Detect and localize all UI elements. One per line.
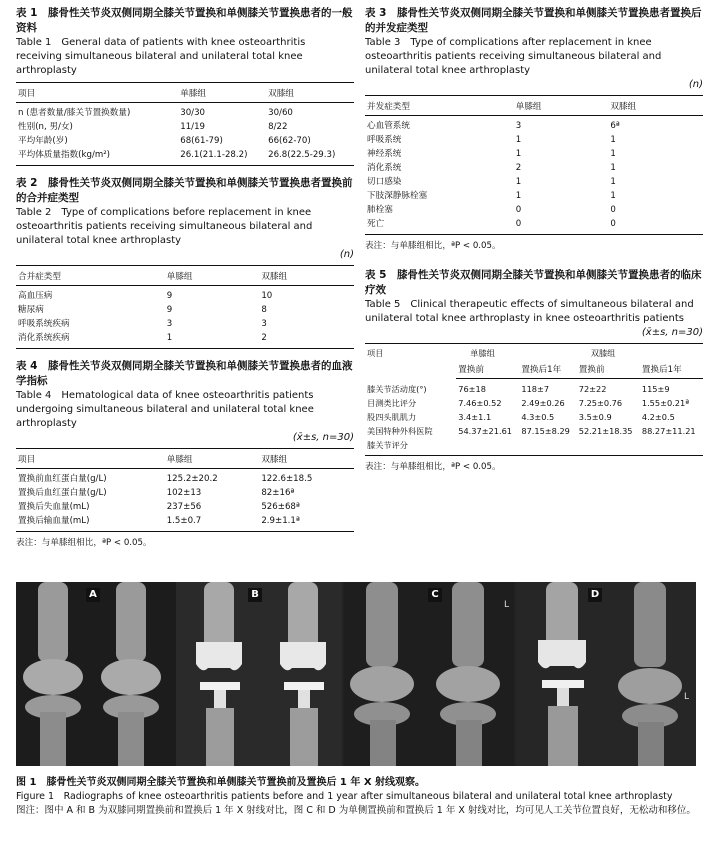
table2-block bbox=[16, 176, 354, 349]
table5-block bbox=[365, 268, 703, 473]
table-cell: 3 bbox=[261, 319, 267, 329]
table-cell: 置换前血红蛋白量(g/L) bbox=[18, 474, 107, 484]
table4-block bbox=[16, 359, 354, 549]
table3-unit: (n) bbox=[688, 79, 703, 90]
table-cell: 1 bbox=[515, 135, 522, 145]
table1-caption-cn: 表 1 膝骨性关节炎双侧同期全膝关节置换和单侧膝关节置换患者的一般资料 bbox=[16, 7, 353, 34]
table-row bbox=[365, 203, 703, 217]
table-row bbox=[16, 331, 354, 349]
table1-header: 双膝组 bbox=[266, 83, 354, 103]
table-row bbox=[16, 148, 354, 166]
table-cell: 52.21±18.35 bbox=[578, 426, 633, 436]
table5-header: 项目 bbox=[365, 344, 456, 379]
figure-caption-en: Figure 1 Radiographs of knee osteoarthritis patients before and 1 year after simultaneous bilateral and unilateral total knee arthroplasty bbox=[16, 791, 673, 802]
table4 bbox=[16, 448, 354, 532]
table-cell: 置换后输血量(mL) bbox=[16, 514, 165, 532]
table-cell: 76±18 bbox=[458, 384, 486, 394]
right-column bbox=[365, 6, 703, 483]
table-cell: 置换后血红蛋白量(g/L) bbox=[18, 488, 107, 498]
table-cell: 肺栓塞 bbox=[367, 205, 393, 215]
table3-header: 并发症类型 bbox=[365, 96, 514, 116]
figure-caption bbox=[16, 776, 700, 818]
table-cell: 置换后失血量(mL) bbox=[18, 502, 90, 512]
table2 bbox=[16, 265, 354, 349]
table-cell: 26.1(21.1-28.2) bbox=[178, 148, 266, 166]
table4-caption-cn: 表 4 膝骨性关节炎双侧同期全膝关节置换和单侧膝关节置换患者的血液学指标 bbox=[16, 360, 353, 387]
table3 bbox=[365, 95, 703, 235]
table-cell: 6ª bbox=[610, 121, 620, 131]
table-cell: 4.2±0.5 bbox=[641, 412, 675, 422]
table-cell: 平均年龄(岁) bbox=[18, 136, 68, 146]
table-cell: 1 bbox=[610, 177, 616, 187]
table-cell: 88.27±11.21 bbox=[641, 426, 696, 436]
table-cell: n (患者数量/膝关节置换数量) bbox=[18, 108, 131, 118]
table-cell: 87.15±8.29 bbox=[521, 426, 570, 436]
table-cell: 3.4±1.1 bbox=[458, 412, 492, 422]
table-cell: 10 bbox=[261, 291, 273, 301]
table-cell: 125.2±20.2 bbox=[166, 474, 218, 484]
table-cell: 1 bbox=[515, 149, 522, 159]
table-cell: 消化系统疾病 bbox=[16, 331, 165, 349]
table-cell bbox=[640, 438, 703, 456]
table1-header: 项目 bbox=[16, 83, 178, 103]
xray-image-a bbox=[16, 582, 176, 766]
table-row bbox=[16, 286, 354, 304]
table-row bbox=[365, 424, 703, 438]
table-cell: 122.6±18.5 bbox=[261, 474, 313, 484]
table-cell: 呼吸系统 bbox=[367, 135, 402, 145]
table-cell: 0 bbox=[515, 205, 522, 215]
table-row bbox=[365, 379, 703, 397]
table-cell: 1 bbox=[610, 163, 616, 173]
table5-caption-en: Table 5 Clinical therapeutic effects of simultaneous bilateral and unilateral total knee arthroplasty in knee osteoarthritis patients bbox=[365, 299, 694, 324]
xray-image-c bbox=[344, 582, 514, 766]
table-cell: 1.55±0.21ª bbox=[641, 398, 690, 408]
table-cell: 4.3±0.5 bbox=[521, 412, 555, 422]
table-row bbox=[16, 303, 354, 317]
table-cell: 118±7 bbox=[521, 384, 550, 394]
table-cell: 2 bbox=[259, 331, 354, 349]
table-cell: 82±16ª bbox=[261, 488, 295, 498]
table-cell: 平均体质量指数(kg/m²) bbox=[16, 148, 178, 166]
table-cell: 1 bbox=[165, 331, 260, 349]
table5-caption-cn: 表 5 膝骨性关节炎双侧同期全膝关节置换和单侧膝关节置换患者的临床疗效 bbox=[365, 269, 702, 296]
table1-block bbox=[16, 6, 354, 166]
table-cell: 下肢深静脉栓塞 bbox=[367, 191, 428, 201]
table-cell: 1 bbox=[610, 135, 616, 145]
table4-note: 表注：与单膝组相比，ªP < 0.05。 bbox=[16, 538, 152, 548]
table-cell: 8/22 bbox=[268, 122, 288, 132]
table-cell bbox=[519, 438, 576, 456]
table-row bbox=[365, 396, 703, 410]
table-cell: 1 bbox=[515, 191, 522, 201]
table-cell: 526±68ª bbox=[261, 502, 300, 512]
table-row bbox=[365, 189, 703, 203]
table-cell bbox=[456, 438, 519, 456]
table4-unit: (x̄±s, n=30) bbox=[292, 432, 354, 443]
xray-image-d bbox=[516, 582, 696, 766]
panel-label-c: C bbox=[428, 588, 442, 602]
table5-note: 表注：与单膝组相比，ªP < 0.05。 bbox=[365, 462, 501, 472]
side-mark-left-c: L bbox=[504, 600, 510, 610]
table-cell: 66(62-70) bbox=[268, 136, 311, 146]
table-row bbox=[16, 469, 354, 487]
side-mark-left-d: L bbox=[684, 692, 690, 702]
table-cell: 2.9±1.1ª bbox=[259, 514, 354, 532]
table4-caption-en: Table 4 Hematological data of knee osteoarthritis patients undergoing simultaneous bilateral and unilateral total knee arthroplasty bbox=[16, 390, 314, 429]
panel-label-a: A bbox=[86, 588, 100, 602]
table2-header: 合并症类型 bbox=[16, 266, 165, 286]
table5-sub-header: 置换后1年 bbox=[519, 362, 576, 379]
table3-caption-cn: 表 3 膝骨性关节炎双侧同期全膝关节置换和单侧膝关节置换患者置换后的并发症类型 bbox=[365, 7, 702, 34]
table-row bbox=[16, 486, 354, 500]
panel-label-d: D bbox=[588, 588, 602, 602]
table3-header: 双膝组 bbox=[608, 96, 703, 116]
table-row bbox=[16, 134, 354, 148]
table-cell: 2 bbox=[515, 163, 522, 173]
table3-block bbox=[365, 6, 703, 252]
table-cell: 美国特种外科医院 bbox=[367, 426, 433, 436]
xray-image-b bbox=[176, 582, 342, 766]
table5-group-header: 双膝组 bbox=[577, 344, 703, 363]
table5-group-header: 单膝组 bbox=[456, 344, 577, 363]
table-row bbox=[16, 500, 354, 514]
table2-unit: (n) bbox=[339, 249, 354, 260]
table-cell: 54.37±21.61 bbox=[458, 426, 512, 436]
table-cell: 3 bbox=[166, 319, 173, 329]
table-cell: 11/19 bbox=[180, 122, 206, 132]
table-cell: 7.25±0.76 bbox=[578, 398, 623, 408]
table-cell: 237±56 bbox=[166, 502, 202, 512]
table-cell: 1 bbox=[610, 191, 616, 201]
table-cell: 糖尿病 bbox=[18, 305, 44, 315]
table1 bbox=[16, 82, 354, 166]
table-cell: 切口感染 bbox=[367, 177, 402, 187]
table-cell: 30/30 bbox=[180, 108, 206, 118]
table-cell: 26.8(22.5-29.3) bbox=[266, 148, 354, 166]
figure-note: 图注：图中 A 和 B 为双膝同期置换前和置换后 1 年 X 射线对比，图 C 和 D 为单侧置换前和置换后 1 年 X 射线对比，均可见人工关节位置良好，无松动和移位。 bbox=[16, 805, 696, 816]
table5-sub-header: 置换前 bbox=[456, 362, 519, 379]
table-cell bbox=[577, 438, 640, 456]
xray-panel-a bbox=[16, 582, 176, 766]
table-row bbox=[365, 217, 703, 235]
table-cell: 神经系统 bbox=[367, 149, 402, 159]
table-cell: 2.49±0.26 bbox=[521, 398, 565, 408]
xray-figure bbox=[16, 582, 696, 766]
table-row bbox=[16, 120, 354, 134]
table-row bbox=[16, 103, 354, 121]
table3-note: 表注：与单膝组相比，ªP < 0.05。 bbox=[365, 241, 501, 251]
table-cell: 消化系统 bbox=[367, 163, 402, 173]
table-row bbox=[365, 438, 703, 456]
table1-header: 单膝组 bbox=[178, 83, 266, 103]
table5-sub-header: 置换后1年 bbox=[640, 362, 703, 379]
panel-label-b: B bbox=[248, 588, 262, 602]
table-cell: 9 bbox=[166, 291, 173, 301]
table-cell: 性别(n, 男/女) bbox=[18, 122, 73, 132]
table3-caption-en: Table 3 Type of complications after replacement in knee osteoarthritis patients receiving simultaneous bilateral and unilateral total knee arthroplasty bbox=[365, 37, 662, 76]
table-cell: 高血压病 bbox=[18, 291, 53, 301]
table3-header: 单膝组 bbox=[514, 96, 609, 116]
table-row bbox=[16, 514, 354, 532]
table-cell: 30/60 bbox=[268, 108, 293, 118]
table-cell: 死亡 bbox=[365, 217, 514, 235]
left-column bbox=[16, 6, 354, 559]
table-row bbox=[365, 147, 703, 161]
table-cell: 1.5±0.7 bbox=[165, 514, 260, 532]
table-cell: 呼吸系统疾病 bbox=[18, 319, 70, 329]
table-cell: 7.46±0.52 bbox=[458, 398, 502, 408]
table-cell: 1 bbox=[610, 149, 616, 159]
table-cell: 0 bbox=[514, 217, 609, 235]
table-cell: 目测类比评分 bbox=[367, 398, 417, 408]
table-cell: 0 bbox=[608, 217, 703, 235]
table1-caption-en: Table 1 General data of patients with knee osteoarthritis receiving simultaneous bilateral and unilateral total knee arthroplasty bbox=[16, 37, 306, 76]
xray-panel-c bbox=[344, 582, 514, 766]
xray-panel-b bbox=[176, 582, 342, 766]
table5 bbox=[365, 343, 703, 456]
table-cell: 68(61-79) bbox=[180, 136, 223, 146]
table-row bbox=[365, 410, 703, 424]
table-row bbox=[365, 161, 703, 175]
table-cell: 72±22 bbox=[578, 384, 607, 394]
table-cell: 8 bbox=[261, 305, 267, 315]
table-cell: 3.5±0.9 bbox=[578, 412, 612, 422]
table5-sub-header: 置换前 bbox=[577, 362, 640, 379]
table-cell: 膝关节评分 bbox=[365, 438, 456, 456]
table-row bbox=[365, 116, 703, 134]
table-cell: 1 bbox=[515, 177, 522, 187]
table-row bbox=[16, 317, 354, 331]
table-cell: 9 bbox=[166, 305, 173, 315]
table-cell: 0 bbox=[610, 205, 616, 215]
table4-header: 双膝组 bbox=[259, 449, 354, 469]
table2-header: 单膝组 bbox=[165, 266, 260, 286]
table-cell: 115±9 bbox=[641, 384, 670, 394]
table-row bbox=[365, 133, 703, 147]
table-cell: 膝关节活动度(°) bbox=[367, 383, 427, 394]
figure-caption-cn: 图 1 膝骨性关节炎双侧同期全膝关节置换和单侧膝关节置换前及置换后 1 年 X 射线观察。 bbox=[16, 777, 426, 788]
table5-unit: (x̄±s, n=30) bbox=[641, 327, 703, 338]
table2-caption-cn: 表 2 膝骨性关节炎双侧同期全膝关节置换和单侧膝关节置换患者置换前的合并症类型 bbox=[16, 177, 353, 204]
table-cell: 股四头肌肌力 bbox=[367, 412, 417, 422]
table-cell: 心血管系统 bbox=[367, 121, 410, 131]
table-row bbox=[365, 175, 703, 189]
table2-header: 双膝组 bbox=[259, 266, 354, 286]
table-cell: 102±13 bbox=[166, 488, 202, 498]
table-cell: 3 bbox=[515, 121, 522, 131]
table2-caption-en: Table 2 Type of complications before replacement in knee osteoarthritis patients receiving simultaneous bilateral and unilateral total knee arthroplasty bbox=[16, 207, 313, 246]
xray-panel-d bbox=[516, 582, 696, 766]
table4-header: 项目 bbox=[16, 449, 165, 469]
table4-header: 单膝组 bbox=[165, 449, 260, 469]
